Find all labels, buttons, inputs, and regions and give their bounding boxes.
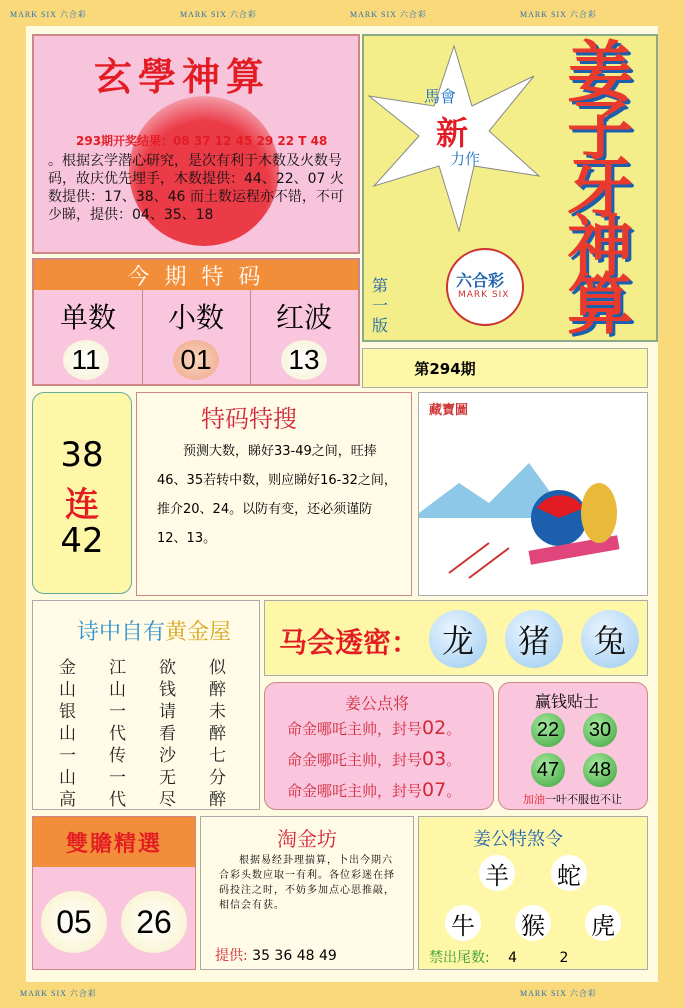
- poem-char: 请: [159, 702, 176, 722]
- killer-tail: 2: [559, 950, 569, 966]
- search-title: 特码特搜: [201, 405, 297, 433]
- pair-title: 雙贍精選: [65, 830, 162, 857]
- gold-provide: [215, 945, 337, 965]
- lian-bot: 42: [60, 521, 104, 561]
- brand-title: [552, 34, 648, 343]
- brand-char: 子: [567, 92, 633, 169]
- special-col: [142, 290, 251, 384]
- border-bottom-text: MARK SIX 六合彩: [520, 989, 597, 998]
- pair-panel: [32, 816, 196, 970]
- poem-char: 一: [59, 746, 76, 766]
- win-panel: [498, 682, 648, 810]
- general-line-end: 。: [446, 720, 462, 738]
- star-top-text: 馬會: [424, 87, 457, 106]
- poem-char: 代: [109, 724, 126, 744]
- general-line-end: 。: [446, 782, 462, 800]
- border-top-text: MARK SIX 六合彩: [520, 10, 597, 19]
- poem-char: 未: [209, 702, 226, 722]
- poem-char: 醉: [209, 790, 226, 810]
- poem-char: 醉: [209, 680, 226, 700]
- poem-char: 分: [209, 768, 226, 788]
- gold-provide-nums: 35 36 48 49: [252, 948, 337, 964]
- pair-title-bar: [33, 817, 195, 867]
- horse-label: 马会透密：: [279, 626, 420, 659]
- logo-en: MARK SIX: [458, 290, 510, 300]
- killer-zodiac: 蛇: [551, 855, 587, 891]
- win-ball: 30: [583, 713, 617, 747]
- poem-char: 高: [59, 790, 76, 810]
- brand-char: 神: [567, 208, 633, 285]
- special-code-title: 今 期 特 码: [34, 260, 358, 290]
- poem-char: 欲: [159, 658, 176, 678]
- win-title: 赢钱贴士: [535, 692, 600, 711]
- general-line-end: 。: [446, 751, 462, 769]
- poem-char: 沙: [159, 746, 176, 766]
- pair-ball: 26: [121, 891, 187, 953]
- poem-title-a: 诗中自有: [77, 620, 166, 645]
- special-ball: 11: [63, 340, 109, 380]
- poem-char: 七: [209, 746, 226, 766]
- issue-bar: [362, 348, 648, 388]
- draw-result: 293期开奖结果：08 37 12 45 29 22 T 48: [76, 134, 328, 148]
- killer-zodiac: 猴: [515, 905, 551, 941]
- gold-body: 根据易经卦理揣算，卜出今期六合彩头数应取一有利。各位彩迷在择码投注之时，不妨多加点心思推敲，相信会有获。: [219, 855, 395, 911]
- horse-panel: [264, 600, 648, 676]
- poem-char: 金: [59, 658, 76, 678]
- xuanxue-body: 。根据玄学潜心研究，是次有利于木数及火数号码，故庆优先埋手，木数提供：44、22、07 火数提供：17、38、46 而土数运程亦不错，不可少睇，提供：04、35、18: [48, 153, 344, 223]
- special-col: [250, 290, 358, 384]
- poem-char: 钱: [159, 680, 176, 700]
- special-label: 小数: [167, 301, 224, 334]
- gold-title: 淘金坊: [277, 827, 337, 851]
- general-line: [287, 748, 461, 770]
- special-ball: 01: [173, 340, 219, 380]
- poem-char: 山: [59, 768, 76, 788]
- xuanxue-panel: [32, 34, 360, 254]
- win-ball: 47: [531, 753, 565, 787]
- killer-tail-label: 禁出尾数:: [429, 950, 490, 966]
- special-label: 红波: [275, 301, 332, 334]
- general-line-num: 03: [422, 748, 447, 770]
- poem-char: 无: [159, 768, 176, 788]
- treasure-panel: [418, 392, 648, 596]
- poem-char: 山: [59, 680, 76, 700]
- killer-panel: [418, 816, 648, 970]
- search-body: 预测大数，睇好33-49之间，旺捧46、35若转中数，则应睇好16-32之间，推介20、24。以防有变，还必须谨防12、13。: [157, 444, 397, 546]
- special-code-panel: [32, 258, 360, 386]
- special-label: 单数: [59, 301, 116, 334]
- lian-panel: [32, 392, 132, 594]
- treasure-title: 藏寶圖: [429, 403, 469, 418]
- horse-zodiac: 兔: [581, 610, 639, 668]
- poem-panel: [32, 600, 260, 810]
- special-ball: 13: [281, 340, 327, 380]
- logo-cn: 六合彩: [456, 271, 505, 290]
- win-note-label: 加油: [523, 793, 545, 806]
- general-title: 姜公点将: [345, 694, 410, 713]
- poem-char: 传: [109, 746, 126, 766]
- border-bottom-text: MARK SIX 六合彩: [20, 989, 97, 998]
- issue-label: 第294期: [414, 359, 476, 378]
- brand-char: 姜: [567, 34, 633, 111]
- gold-provide-label: 提供:: [215, 948, 248, 964]
- general-line-num: 07: [422, 779, 447, 801]
- lian-top: 38: [60, 435, 104, 475]
- star-mid-text: 新: [436, 114, 469, 152]
- special-col: [34, 290, 143, 384]
- general-line-text: 命金哪吒主帅，封号: [287, 782, 423, 800]
- search-panel: [136, 392, 412, 596]
- killer-title: 姜公特煞令: [473, 829, 563, 850]
- edition-label: 第一版: [372, 276, 389, 335]
- win-ball: 48: [583, 753, 617, 787]
- gold-panel: [200, 816, 414, 970]
- win-ball: 22: [531, 713, 565, 747]
- general-line-text: 命金哪吒主帅，封号: [287, 751, 423, 769]
- poem-char: 看: [159, 724, 176, 744]
- brand-char: 牙: [567, 150, 633, 227]
- poem-char: 山: [109, 680, 126, 700]
- poem-char: 江: [109, 658, 126, 678]
- win-note: [523, 791, 622, 807]
- poem-title-b: 黄金屋: [165, 620, 232, 645]
- poem-char: 一: [109, 702, 126, 722]
- general-line: [287, 717, 461, 739]
- general-panel: [264, 682, 494, 810]
- star-bot-text: 力作: [450, 150, 481, 168]
- poem-char: 一: [109, 768, 126, 788]
- poem-char: 山: [59, 724, 76, 744]
- killer-zodiac: 羊: [479, 855, 515, 891]
- brand-char: 算: [567, 266, 633, 343]
- poem-char: 银: [59, 702, 76, 722]
- lian-mid: 连: [65, 485, 99, 525]
- marksix-logo: [446, 248, 524, 326]
- border-top-text: MARK SIX 六合彩: [350, 10, 427, 19]
- pair-ball: 05: [41, 891, 107, 953]
- treasure-illustration: [419, 423, 647, 593]
- general-line: [287, 779, 461, 801]
- horse-zodiac: 龙: [429, 610, 487, 668]
- killer-tails: [429, 947, 568, 967]
- general-line-num: 02: [422, 717, 447, 739]
- brand-panel: [362, 34, 658, 342]
- border-top-text: MARK SIX 六合彩: [180, 10, 257, 19]
- poem-char: 代: [109, 790, 126, 810]
- poem-char: 醉: [209, 724, 226, 744]
- killer-tail: 4: [508, 950, 518, 966]
- xuanxue-title: 玄學神算: [94, 54, 271, 99]
- win-note-text: 一叶不服也不让: [545, 793, 622, 806]
- horse-zodiac: 猪: [505, 610, 563, 668]
- poem-title: [77, 615, 231, 646]
- border-top-text: MARK SIX 六合彩: [10, 10, 87, 19]
- poem-char: 尽: [159, 790, 176, 810]
- killer-zodiac: 牛: [445, 905, 481, 941]
- general-line-text: 命金哪吒主帅，封号: [287, 720, 423, 738]
- killer-zodiac: 虎: [585, 905, 621, 941]
- poem-char: 似: [209, 658, 226, 678]
